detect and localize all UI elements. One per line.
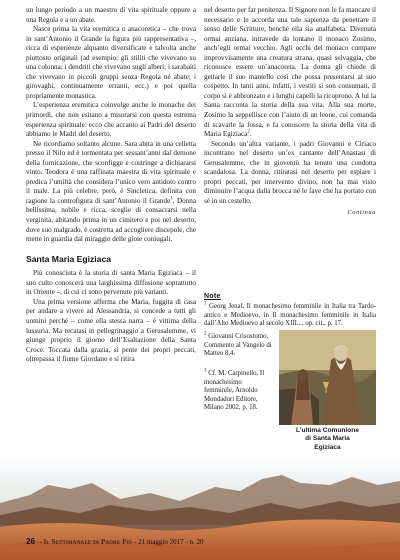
page-footer — [26, 537, 386, 546]
paragraph: Nasce prima la vita eremitica o anacoretica – che trova in sant’Antonio il Grande la figura più rappresentativa –, ricca di esperienze alquanto diversificate e talvolta anche piuttosto originali (ad esempio: gli stiliti che vivevano su una colonna; i dendriti che vivevano sugli alberi; i sarabaiti che vivevano in piccoli gruppi senza Regola né abate; i girovaghi, continuamente erranti, ecc.) e poi quella propriamente monastica. — [26, 25, 196, 100]
paragraph: Secondo un’altra variante, i padri Giovanni e Ciriaco incontrano nel deserto un’ex cantante dell’Anastasi di Gerusalemme, che in gioventù ha tenuto una condotta scandalosa. La donna, ritiratasi nel deserto per espiare i propri peccati, per intervento divino, non ha mai visto diminuire l’acqua dalla brocca né le fave che ha portato con sé in un cestello. — [204, 139, 376, 205]
footnote-ref[interactable]: 2 — [247, 129, 250, 135]
footnote-ref[interactable]: 1 — [170, 196, 173, 202]
text-run: Ne ricordiamo soltanto alcune. Sara abita in una celletta presso il Nilo ed è tormentata per sessant’anni dal demone della fornicazione, che sconfigge e costringe a dichiararsi vinto. Teodora è una raffinata maestra di vita spirituale e predica l’umiltà che considera l’unico vero antidoto contro il male. La più celebre, però, è Sincletica, definita con ragione la controfigura di sant’Antonio il Grande — [26, 139, 196, 205]
page-number: 26 — [26, 537, 35, 546]
issue-date: - 21 maggio 2017 - — [132, 538, 190, 546]
paragraph: Una prima versione afferma che Maria, fuggita di casa per andare a vivere ad Alessandria, si concede a tutti gli uomini perché – come ella stessa narra – è vittima della lussuria. Ma recatasi in pellegrinaggio a Gerusalemme, vi giunge proprio il giorno dell’Esaltazione della Santa Croce. Toccata dalla grazia, si pente dei propri peccati, oltrepassa il fiume Giordano e si ritira — [26, 297, 196, 364]
footnote-1 — [204, 303, 376, 329]
text-run: . Donna bellissima, nobile e ricca, sceglie di consacrarsi nella verginità, abitando prima in un cimitero e poi nel deserto, dove suo malgrado, è costretta ad accogliere discepole, che mette in guardia dal miraggio delle gioie coniugali. — [26, 196, 197, 244]
footer-separator: - — [37, 538, 44, 546]
caption-line: di Santa Maria — [305, 435, 350, 443]
continued-marker: Continua — [347, 209, 376, 217]
caption-line: L’ultima Comunione — [295, 427, 359, 434]
paragraph: un lungo periodo a un maestro di vita spirituale oppure a una Regola e a un abate. — [26, 6, 196, 24]
footnote-number: 3 — [204, 368, 207, 374]
footnote-3 — [204, 370, 272, 413]
issue-number: n. 20 — [189, 538, 204, 546]
text-run: nel deserto per far penitenza. Il Signore non le fa mancare il necessario e le accorda una tale sapienza da penetrare il senso delle Scritture, benché ella sia analfabeta. Divenuta ormai anziana, intravede da lontano il monaco Zosimo, anch’egli ormai vecchio. Agli occhi del monaco compare improvvisamente una creatura strana, quasi selvaggia, che riconosce essere un’anacoreta. La donna gli chiede di gettarle il suo mantello così che possa presentarsi al suo cospetto. In tanti anni, infatti, i vestiti si son consumati, il corpo si è abbronzato e i lunghi capelli la ricoprono. A lui la Santa racconta la storia della sua vita. Alla sua morte, Zosimo la seppellisce con l’aiuto di un leone, cui comanda di scavarle la fossa, e fa conoscere la storia della vita di Maria Egiziaca — [204, 6, 376, 139]
left-column — [26, 6, 196, 365]
image-caption — [279, 427, 376, 452]
footnote-text: Georg Jenal, Il monachesimo femminile in Italia tra Tardo-antico e Medioevo, in Il monachesimo femminile in Italia dall’Alto Medioevo al secolo XIII..., op. cit., p. 17. — [204, 303, 376, 328]
painting-image — [279, 330, 376, 425]
paragraph — [204, 6, 376, 140]
painting-illustration — [279, 330, 376, 425]
notes-title: Note — [204, 293, 221, 300]
section-heading: Santa Maria Egiziaca — [26, 253, 112, 264]
caption-line: Egiziaca — [314, 443, 341, 451]
magazine-name: Il Settimanale di Padre Pio — [43, 538, 133, 546]
paragraph — [26, 140, 196, 245]
paragraph: L’esperienza eremitica coinvolge anche le monache dei primordi, che non esitano a misurarsi con questa estrema esperienza spirituale: ecco che accanto ai Padri del deserto abbiamo le Madri del deserto. — [26, 101, 196, 139]
right-column — [204, 6, 376, 218]
footnote-number: 1 — [204, 301, 207, 307]
paragraph: Più conosciuta è la storia di santa Maria Egiziaca – il suo culto conoscerà una larghissima diffusione soprattutto in Oriente –, di cui ci sono pervenute più varianti. — [26, 269, 196, 297]
footnote-text: Cf. M. Carpinello, Il monachesimo femminile, Arnoldo Mondadori Editore, Milano 2002, p. 18. — [204, 370, 265, 412]
footnote-number: 2 — [204, 331, 207, 337]
footnote-text: Giovanni Crisostomo, Commento al Vangelo di Matteo 8,4. — [204, 333, 272, 358]
text-run: . — [249, 130, 252, 139]
footnote-2 — [204, 333, 272, 359]
